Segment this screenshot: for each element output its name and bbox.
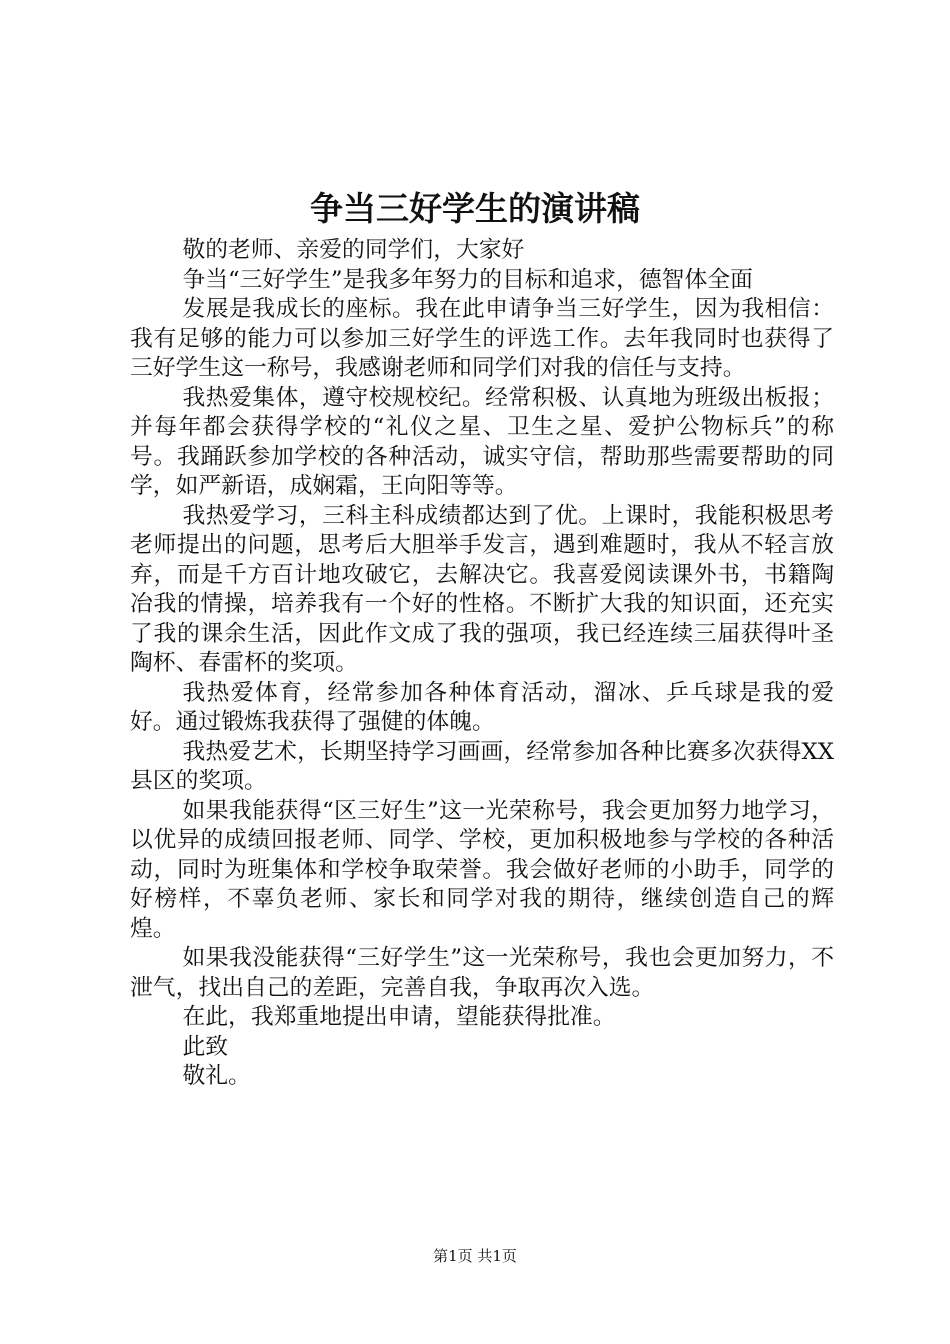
paragraph-study: 我热爱学习，三科主科成绩都达到了优。上课时，我能积极思考老师提出的问题，思考后大胆举手发言，遇到难题时，我从不轻言放弃，而是千方百计地攻破它，去解决它。我喜爱阅读课外书，书籍陶冶我的情操，培养我有一个好的性格。不断扩大我的知识面，还充实了我的课余生活，因此作文成了我的强项，我已经连续三届获得叶圣陶杯、春雷杯的奖项。: [130, 502, 834, 676]
paragraph-sports: 我热爱体育，经常参加各种体育活动，溜冰、乒乓球是我的爱好。通过锻炼我获得了强健的体魄。: [130, 679, 834, 735]
paragraph-if-awarded: 如果我能获得“区三好生”这一光荣称号，我会更加努力地学习，以优异的成绩回报老师、同学、学校，更加积极地参与学校的各种活动，同时为班集体和学校争取荣誉。我会做好老师的小助手，同学的好榜样，不辜负老师、家长和同学对我的期待，继续创造自己的辉煌。: [130, 797, 834, 942]
paragraph-greeting: 敬的老师、亲爱的同学们，大家好: [182, 237, 525, 263]
paragraph-collective: 我热爱集体，遵守校规校纪。经常积极、认真地为班级出板报；并每年都会获得学校的“礼仪之星、卫生之星、爱护公物标兵”的称号。我踊跃参加学校的各种活动，诚实守信，帮助那些需要帮助的同学，如严新语，成娴霜，王向阳等等。: [130, 384, 834, 499]
document-title: 争当三好学生的演讲稿: [310, 189, 640, 228]
paragraph-closing: 此致: [182, 1033, 229, 1060]
paragraph-development: 发展是我成长的座标。我在此申请争当三好学生，因为我相信：我有足够的能力可以参加三好学生的评选工作。去年我同时也获得了三好学生这一称号，我感谢老师和同学们对我的信任与支持。: [130, 296, 834, 381]
page-footer: 第1页 共1页: [433, 1247, 517, 1265]
paragraph-goal: 争当“三好学生”是我多年努力的目标和追求，德智体全面: [182, 266, 753, 293]
paragraph-if-not-awarded: 如果我没能获得“三好学生”这一光荣称号，我也会更加努力，不泄气，找出自己的差距，完善自我，争取再次入选。: [130, 945, 834, 1001]
paragraph-request: 在此，我郑重地提出申请，望能获得批准。: [182, 1004, 616, 1030]
document-body: [130, 236, 834, 1092]
paragraph-salute: 敬礼。: [182, 1063, 251, 1089]
paragraph-art: 我热爱艺术，长期坚持学习画画，经常参加各种比赛多次获得XX县区的奖项。: [130, 738, 834, 794]
